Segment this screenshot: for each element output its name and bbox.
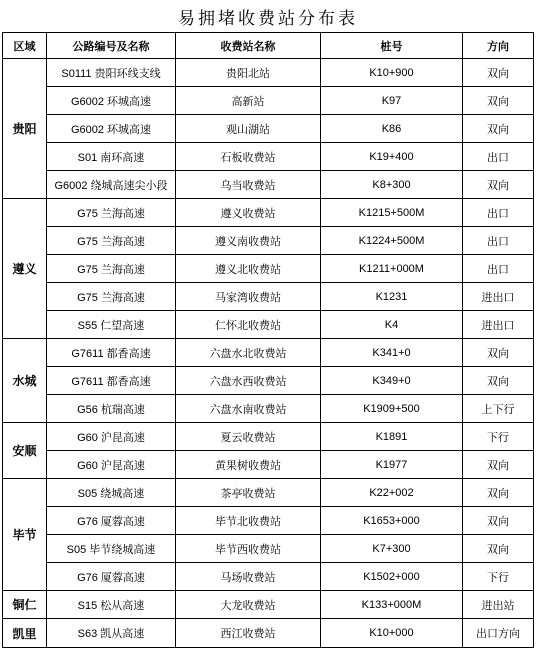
road-cell: S05 绕城高速: [47, 479, 176, 507]
stake-cell: K349+0: [321, 367, 463, 395]
station-cell: 六盘水北收费站: [176, 339, 321, 367]
road-cell: S0111 贵阳环线支线: [47, 59, 176, 87]
stake-cell: K10+900: [321, 59, 463, 87]
toll-station-table: [2, 32, 534, 648]
road-cell: G75 兰海高速: [47, 283, 176, 311]
station-cell: 六盘水西收费站: [176, 367, 321, 395]
stake-cell: K1224+500M: [321, 227, 463, 255]
station-cell: 仁怀北收费站: [176, 311, 321, 339]
station-cell: 遵义南收费站: [176, 227, 321, 255]
road-cell: S05 毕节绕城高速: [47, 535, 176, 563]
region-cell: 安顺: [3, 423, 47, 479]
page-title: 易拥堵收费站分布表: [178, 9, 358, 29]
station-cell: 黄果树收费站: [176, 451, 321, 479]
road-cell: G75 兰海高速: [47, 255, 176, 283]
direction-cell: 双向: [463, 451, 534, 479]
road-cell: G60 沪昆高速: [47, 451, 176, 479]
header-road: 公路编号及名称: [47, 33, 176, 59]
stake-cell: K341+0: [321, 339, 463, 367]
direction-cell: 进出口: [463, 283, 534, 311]
stake-cell: K1231: [321, 283, 463, 311]
station-cell: 高新站: [176, 87, 321, 115]
direction-cell: 双向: [463, 339, 534, 367]
direction-cell: 双向: [463, 507, 534, 535]
station-cell: 西江收费站: [176, 619, 321, 648]
road-cell: G6002 绕城高速尖小段: [47, 171, 176, 199]
direction-cell: 双向: [463, 59, 534, 87]
road-cell: G60 沪昆高速: [47, 423, 176, 451]
header-stake: 桩号: [321, 33, 463, 59]
road-cell: G7611 都香高速: [47, 367, 176, 395]
station-cell: 毕节北收费站: [176, 507, 321, 535]
table-row: [3, 227, 534, 255]
road-cell: G6002 环城高速: [47, 87, 176, 115]
stake-cell: K4: [321, 311, 463, 339]
direction-cell: 双向: [463, 367, 534, 395]
header-row: [3, 33, 534, 59]
station-cell: 遵义收费站: [176, 199, 321, 227]
road-cell: G75 兰海高速: [47, 199, 176, 227]
table-row: [3, 619, 534, 648]
stake-cell: K1909+500: [321, 395, 463, 423]
road-cell: G75 兰海高速: [47, 227, 176, 255]
header-region: 区域: [3, 33, 47, 59]
header-station: 收费站名称: [176, 33, 321, 59]
stake-cell: K86: [321, 115, 463, 143]
station-cell: 马场收费站: [176, 563, 321, 591]
road-cell: S01 南环高速: [47, 143, 176, 171]
table-row: [3, 311, 534, 339]
station-cell: 夏云收费站: [176, 423, 321, 451]
stake-cell: K1653+000: [321, 507, 463, 535]
table-row: [3, 171, 534, 199]
station-cell: 遵义北收费站: [176, 255, 321, 283]
direction-cell: 双向: [463, 479, 534, 507]
road-cell: G76 厦蓉高速: [47, 507, 176, 535]
station-cell: 茶亭收费站: [176, 479, 321, 507]
stake-cell: K1215+500M: [321, 199, 463, 227]
direction-cell: 双向: [463, 87, 534, 115]
direction-cell: 下行: [463, 423, 534, 451]
stake-cell: K8+300: [321, 171, 463, 199]
table-row: [3, 563, 534, 591]
stake-cell: K1502+000: [321, 563, 463, 591]
road-cell: G6002 环城高速: [47, 115, 176, 143]
direction-cell: 进出站: [463, 591, 534, 619]
table-row: [3, 199, 534, 227]
direction-cell: 进出口: [463, 311, 534, 339]
stake-cell: K22+002: [321, 479, 463, 507]
table-row: [3, 367, 534, 395]
header-direction: 方向: [463, 33, 534, 59]
direction-cell: 双向: [463, 171, 534, 199]
direction-cell: 出口: [463, 199, 534, 227]
station-cell: 乌当收费站: [176, 171, 321, 199]
direction-cell: 双向: [463, 535, 534, 563]
table-row: [3, 423, 534, 451]
table-row: [3, 59, 534, 87]
region-cell: 铜仁: [3, 591, 47, 619]
table-row: [3, 255, 534, 283]
table-row: [3, 451, 534, 479]
region-cell: 贵阳: [3, 59, 47, 199]
table-row: [3, 115, 534, 143]
stake-cell: K97: [321, 87, 463, 115]
table-row: [3, 339, 534, 367]
road-cell: G56 杭瑞高速: [47, 395, 176, 423]
table-body: [3, 59, 534, 648]
stake-cell: K1977: [321, 451, 463, 479]
table-row: [3, 507, 534, 535]
table-row: [3, 143, 534, 171]
table-row: [3, 87, 534, 115]
station-cell: 观山湖站: [176, 115, 321, 143]
stake-cell: K1211+000M: [321, 255, 463, 283]
table-row: [3, 591, 534, 619]
station-cell: 贵阳北站: [176, 59, 321, 87]
station-cell: 六盘水南收费站: [176, 395, 321, 423]
stake-cell: K7+300: [321, 535, 463, 563]
region-cell: 遵义: [3, 199, 47, 339]
table-row: [3, 283, 534, 311]
table-row: [3, 395, 534, 423]
region-cell: 水城: [3, 339, 47, 423]
region-cell: 毕节: [3, 479, 47, 591]
direction-cell: 下行: [463, 563, 534, 591]
table-row: [3, 479, 534, 507]
direction-cell: 出口方向: [463, 619, 534, 648]
road-cell: G76 厦蓉高速: [47, 563, 176, 591]
road-cell: S55 仁望高速: [47, 311, 176, 339]
station-cell: 石板收费站: [176, 143, 321, 171]
direction-cell: 双向: [463, 115, 534, 143]
road-cell: S63 凯从高速: [47, 619, 176, 648]
direction-cell: 出口: [463, 143, 534, 171]
station-cell: 毕节西收费站: [176, 535, 321, 563]
station-cell: 大龙收费站: [176, 591, 321, 619]
direction-cell: 出口: [463, 227, 534, 255]
stake-cell: K10+000: [321, 619, 463, 648]
region-cell: 凯里: [3, 619, 47, 648]
direction-cell: 上下行: [463, 395, 534, 423]
road-cell: S15 松从高速: [47, 591, 176, 619]
direction-cell: 出口: [463, 255, 534, 283]
stake-cell: K19+400: [321, 143, 463, 171]
stake-cell: K133+000M: [321, 591, 463, 619]
stake-cell: K1891: [321, 423, 463, 451]
road-cell: G7611 都香高速: [47, 339, 176, 367]
table-row: [3, 535, 534, 563]
station-cell: 马家湾收费站: [176, 283, 321, 311]
